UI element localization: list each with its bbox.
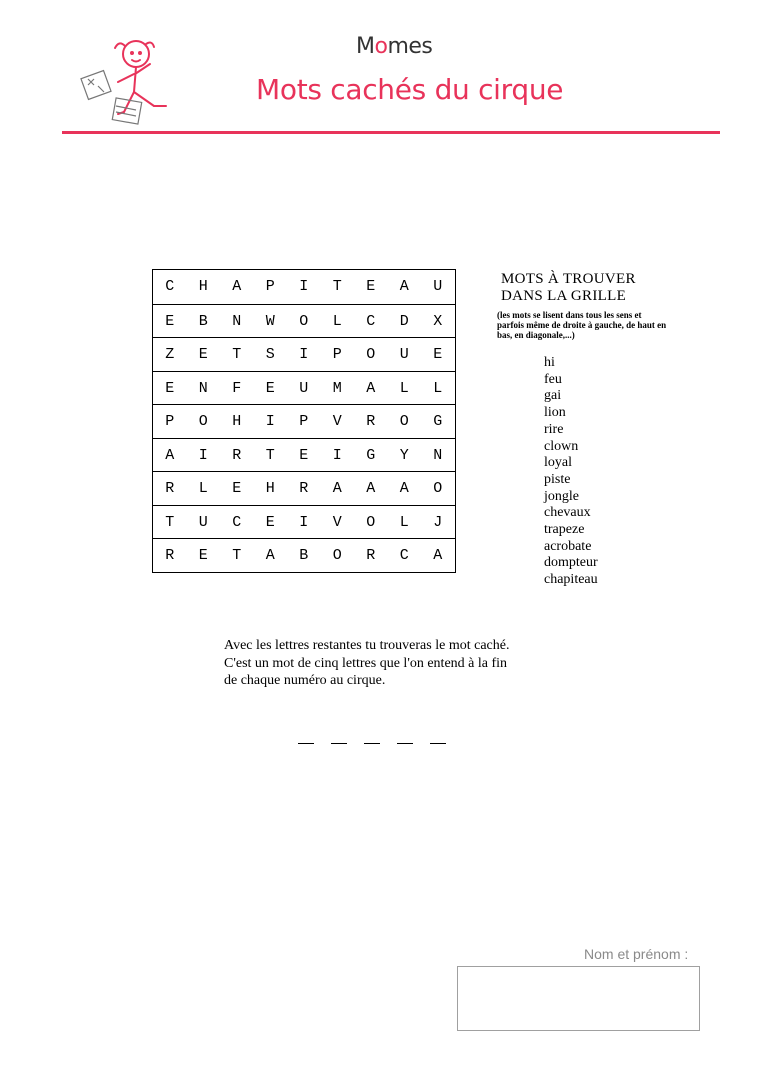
grid-cell[interactable]: A [366, 480, 376, 497]
grid-cell[interactable]: H [198, 278, 208, 295]
word-list-item: chapiteau [544, 572, 598, 588]
grid-cell[interactable]: R [165, 547, 175, 564]
grid-row [153, 270, 455, 304]
word-list [544, 355, 598, 589]
answer-blank[interactable] [430, 743, 446, 744]
grid-cell[interactable]: E [299, 446, 309, 464]
answer-blank[interactable] [397, 743, 413, 744]
word-list-item: gai [544, 388, 562, 404]
name-label: Nom et prénom : [584, 946, 689, 962]
word-list-item: loyal [544, 455, 572, 471]
grid-cell[interactable]: T [232, 346, 242, 363]
grid-cell[interactable]: S [265, 346, 275, 363]
instruction-line3: de chaque numéro au cirque. [224, 673, 386, 688]
answer-blank[interactable] [298, 743, 314, 744]
grid-cell[interactable]: C [366, 312, 376, 330]
grid-cell[interactable]: U [299, 379, 309, 397]
word-list-item: chevaux [544, 505, 591, 521]
grid-row [153, 371, 455, 406]
grid-cell[interactable]: O [332, 547, 342, 564]
grid-cell[interactable]: D [399, 312, 409, 330]
grid-cell[interactable]: E [165, 312, 175, 330]
grid-cell[interactable]: G [366, 446, 376, 464]
logo-m: M [356, 34, 375, 59]
grid-cell[interactable]: E [198, 346, 208, 363]
word-search-grid [152, 269, 456, 573]
grid-cell[interactable]: L [198, 480, 208, 497]
word-list-item: hi [544, 355, 555, 370]
grid-cell[interactable]: T [332, 278, 342, 295]
grid-cell[interactable]: O [299, 312, 309, 330]
grid-cell[interactable]: P [165, 413, 175, 430]
words-title-line2: DANS LA GRILLE [501, 288, 627, 304]
grid-cell[interactable]: C [232, 513, 242, 531]
words-title-line1: MOTS À TROUVER [501, 271, 636, 287]
word-list-item: rire [544, 421, 564, 437]
momes-logo [356, 34, 432, 59]
grid-cell[interactable]: W [265, 312, 275, 330]
word-list-item: clown [544, 438, 579, 454]
grid-cell[interactable]: V [332, 413, 342, 430]
grid-cell[interactable]: A [332, 480, 342, 497]
instructions [224, 637, 564, 690]
grid-cell[interactable]: T [265, 446, 275, 464]
grid-cell[interactable]: E [265, 513, 275, 531]
grid-cell[interactable]: A [232, 278, 242, 295]
grid-cell[interactable]: A [399, 480, 409, 497]
grid-cell[interactable]: G [433, 413, 443, 430]
grid-cell[interactable]: V [332, 513, 342, 531]
header-divider [62, 131, 720, 134]
grid-cell[interactable]: P [265, 278, 275, 295]
grid-cell[interactable]: O [433, 480, 443, 497]
grid-cell[interactable]: T [232, 547, 242, 564]
grid-cell[interactable]: L [332, 312, 342, 330]
word-list-item: jongle [544, 488, 579, 504]
grid-cell[interactable]: A [165, 446, 175, 464]
grid-cell[interactable]: U [399, 346, 409, 363]
grid-cell[interactable]: O [366, 346, 376, 363]
grid-cell[interactable]: L [399, 513, 409, 531]
instruction-line2: C'est un mot de cinq lettres que l'on entend à la fin [224, 655, 508, 671]
word-list-item: feu [544, 371, 562, 387]
grid-row [153, 337, 455, 372]
grid-cell[interactable]: F [232, 379, 242, 397]
grid-cell[interactable]: T [165, 513, 175, 531]
grid-cell[interactable]: U [198, 513, 208, 531]
grid-cell[interactable]: R [366, 547, 376, 564]
grid-cell[interactable]: E [232, 480, 242, 497]
grid-cell[interactable]: P [299, 413, 309, 430]
grid-cell[interactable]: A [265, 547, 275, 564]
grid-cell[interactable]: U [433, 278, 443, 295]
grid-row [153, 471, 455, 506]
logo-o: o [374, 34, 388, 59]
word-list-item: lion [544, 405, 566, 421]
grid-cell[interactable]: E [198, 547, 208, 564]
grid-cell[interactable]: I [299, 346, 309, 363]
grid-cell[interactable]: O [366, 513, 376, 531]
grid-row [153, 538, 455, 573]
words-panel-note: (les mots se lisent dans tous les sens et parfois même de droite à gauche, de haut en bas, en diagonale,...) [497, 310, 667, 340]
grid-cell[interactable]: I [299, 513, 309, 531]
grid-cell[interactable]: E [433, 346, 443, 363]
grid-cell[interactable]: I [332, 446, 342, 464]
word-list-item: piste [544, 471, 571, 487]
grid-cell[interactable]: E [165, 379, 175, 397]
grid-cell[interactable]: B [299, 547, 309, 564]
answer-blank[interactable] [364, 743, 380, 744]
word-list-item: acrobate [544, 538, 592, 554]
word-list-item: dompteur [544, 555, 598, 571]
grid-cell[interactable]: X [433, 312, 443, 330]
grid-cell[interactable]: M [332, 379, 342, 397]
grid-row [153, 304, 455, 339]
grid-cell[interactable]: L [399, 379, 409, 397]
grid-cell[interactable]: R [165, 480, 175, 497]
answer-blanks [298, 737, 458, 747]
word-list-item: trapeze [544, 522, 585, 538]
grid-cell[interactable]: O [198, 413, 208, 430]
grid-cell[interactable]: C [165, 278, 175, 295]
grid-cell[interactable]: A [366, 379, 376, 397]
grid-cell[interactable]: I [299, 278, 309, 295]
grid-cell[interactable]: B [198, 312, 208, 330]
grid-cell[interactable]: O [399, 413, 409, 430]
grid-cell[interactable]: E [366, 278, 376, 295]
grid-cell[interactable]: Z [165, 346, 175, 363]
grid-cell[interactable]: E [265, 379, 275, 397]
grid-cell[interactable]: N [198, 379, 208, 397]
grid-cell[interactable]: I [198, 446, 208, 464]
grid-row [153, 404, 455, 439]
words-panel-title [501, 271, 636, 305]
grid-cell[interactable]: L [433, 379, 443, 397]
logo-rest: mes [387, 34, 433, 59]
instruction-line1: Avec les lettres restantes tu trouveras le mot caché. [224, 638, 510, 653]
answer-blank[interactable] [331, 743, 347, 744]
grid-cell[interactable]: R [232, 446, 242, 464]
grid-row [153, 505, 455, 540]
grid-cell[interactable]: R [299, 480, 309, 497]
grid-cell[interactable]: A [399, 278, 409, 295]
grid-cell[interactable]: H [232, 413, 242, 430]
grid-row [153, 438, 455, 473]
grid-cell[interactable]: H [265, 480, 275, 497]
grid-cell[interactable]: N [232, 312, 242, 330]
grid-cell[interactable]: A [433, 547, 443, 564]
grid-cell[interactable]: N [433, 446, 443, 464]
grid-cell[interactable]: J [433, 513, 443, 531]
grid-cell[interactable]: R [366, 413, 376, 430]
grid-cell[interactable]: C [399, 547, 409, 564]
grid-cell[interactable]: P [332, 346, 342, 363]
name-field[interactable] [457, 966, 700, 1031]
grid-cell[interactable]: I [265, 413, 275, 430]
grid-cell[interactable]: Y [399, 446, 409, 464]
page-title: Mots cachés du cirque [256, 73, 564, 106]
girl-mascot-illustration [78, 34, 178, 130]
